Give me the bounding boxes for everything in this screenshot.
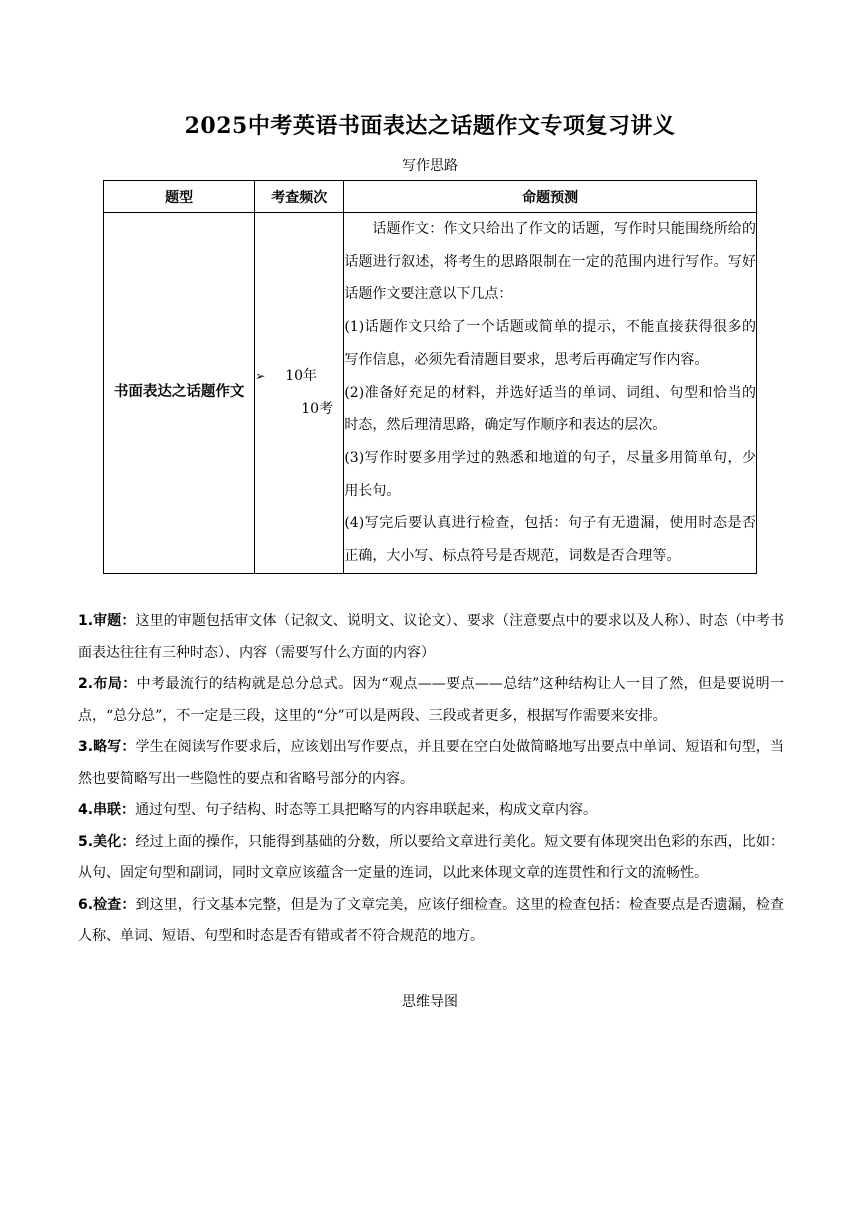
header-question-type: 题型 <box>104 181 255 213</box>
step-label: 2.布局： <box>78 676 137 692</box>
step-text: 到这里，行文基本完整，但是为了文章完美，应该仔细检查。这里的检查包括：检查要点是否遗漏，检查人称、单词、短语、句型和时态是否有错或者不符合规范的地方。 <box>78 896 785 944</box>
step-item <box>78 827 784 890</box>
prediction-cell <box>344 213 757 574</box>
writing-steps <box>78 606 784 953</box>
header-frequency: 考查频次 <box>255 181 344 213</box>
question-type-cell: 书面表达之话题作文 <box>104 213 255 574</box>
page-title: 2025中考英语书面表达之话题作文专项复习讲义 <box>184 113 676 139</box>
header-prediction: 命题预测 <box>344 181 757 213</box>
step-text: 经过上面的操作，只能得到基础的分数，所以要给文章进行美化。短文要有体现突出色彩的东西，比如：从句、固定句型和副词，同时文章应该蕴含一定量的连词，以此来体现文章的连贯性和行文的流畅性。 <box>78 833 785 881</box>
mind-map-heading: 思维导图 <box>402 994 458 1010</box>
step-label: 5.美化： <box>78 833 136 850</box>
prediction-point: (1)话题作文只给了一个话题或简单的提示，不能直接获得很多的写作信息，必须先看清题目要求，思考后再确定写作内容。 <box>344 319 756 368</box>
step-label: 4.串联： <box>78 802 136 818</box>
step-label: 1.审题： <box>78 613 136 629</box>
prediction-point: (3)写作时要多用学过的熟悉和地道的句子，尽量多用简单句，少用长句。 <box>344 449 756 499</box>
step-text: 学生在阅读写作要求后，应该划出写作要点，并且要在空白处做简略地写出要点中单词、短语和句型，当然也要简略写出一些隐性的要点和省略号部分的内容。 <box>78 739 785 787</box>
arrow-bullet-icon: ➢ <box>255 368 266 383</box>
frequency-count: 10考 <box>301 400 334 417</box>
prediction-intro: 话题作文：作文只给出了作文的话题，写作时只能围绕所给的话题进行叙述，将考生的思路限制在一定的范围内进行写作。写好话题作文要注意以下几点： <box>344 221 756 303</box>
table-row <box>104 213 757 574</box>
section-subtitle: 写作思路 <box>402 158 458 174</box>
step-item <box>78 890 784 953</box>
frequency-years: 10年 <box>285 367 318 384</box>
writing-approach-table <box>103 180 757 574</box>
table-header-row <box>104 181 757 213</box>
step-label: 3.略写： <box>78 739 136 755</box>
step-item <box>78 669 784 732</box>
frequency-cell <box>255 213 344 574</box>
step-item <box>78 606 784 669</box>
step-text: 中考最流行的结构就是总分总式。因为“观点——要点——总结”这种结构让人一目了然，但是要说明一点，“总分总”，不一定是三段，这里的“分”可以是两段、三段或者更多，根据写作需要来安排。 <box>78 676 785 724</box>
step-label: 6.检查： <box>78 896 136 913</box>
step-item <box>78 795 784 827</box>
step-item <box>78 732 784 795</box>
step-text: 通过句型、句子结构、时态等工具把略写的内容串联起来，构成文章内容。 <box>135 802 598 818</box>
prediction-point: (4)写完后要认真进行检查，包括：句子有无遗漏，使用时态是否正确，大小写、标点符号是否规范，词数是否合理等。 <box>344 515 756 565</box>
step-text: 这里的审题包括审文体（记叙文、说明文、议论文）、要求（注意要点中的要求以及人称）、时态（中考书面表达往往有三种时态）、内容（需要写什么方面的内容） <box>78 613 785 661</box>
prediction-point: (2)准备好充足的材料，并选好适当的单词、词组、句型和恰当的时态，然后理清思路，确定写作顺序和表达的层次。 <box>344 384 756 434</box>
